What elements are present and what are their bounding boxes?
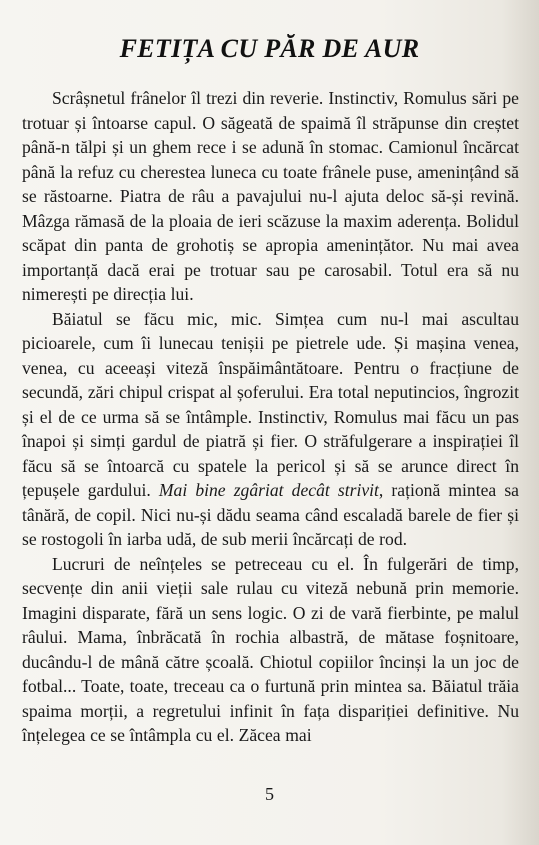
chapter-title: FETIȚA CU PĂR DE AUR <box>119 34 420 63</box>
paragraph-2-before: Băiatul se făcu mic, mic. Simțea cum nu-l mai ascultau picioarele, cum îi lunecau tenișii pe pietrele ude. Și mașina venea, venea, cu aceeași viteză înspăimântătoare. Pentru o fracțiune de secundă, zări chipul crispat al șoferului. Era total neputincios, îngrozit și el de ce urma să se întâmple. Instinctiv, Romulus mai făcu un pas înapoi și simți gardul de piatră și fier. O străfulgerare a inspirației îl făcu să se întoarcă cu spatele la pericol și să se arunce direct în țepușele gardului. <box>22 308 519 500</box>
paragraph-2-italic: Mai bine zgâriat decât strivit <box>158 480 379 500</box>
paragraph-1: Scrâșnetul frânelor îl trezi din reverie. Instinctiv, Romulus sări pe trotuar și întoarse capul. O săgeată de spaimă îl străpunse din creștet până-n tălpi și un ghem rece i se adună în stomac. Camionul încărcat până la refuz cu cherestea luneca cu toate frânele puse, amenințând să se răstoarne. Piatra de râu a pavajului nu-l ajuta deloc să-și revină. Mâzga rămasă de la ploaia de ieri scăzuse la maxim aderența. Bolidul scăpat din panta de grohotiș se apropia amenințător. Nu mai avea importanță dacă erai pe trotuar sau pe carosabil. Totul era să nu nimerești pe direcția lui. <box>22 88 519 304</box>
page-number: 5 <box>265 784 274 804</box>
chapter-text <box>22 86 519 748</box>
paragraph-2 <box>22 307 519 552</box>
paragraph-3: Lucruri de neînțeles se petreceau cu el. În fulgerări de timp, secvențe din anii vieții sale rulau cu viteză nebună prin memorie. Imagini disparate, fără un sens logic. O zi de vară fierbinte, pe malul râului. Mama, înbrăcată în rochia albastră, de mătase foșnitoare, ducându-l de mână către școală. Chiotul copiilor încinși la un joc de fotbal... Toate, toate, treceau ca o furtună prin mintea sa. Băiatul trăia spaima morții, a regretului infinit în fața dispariției definitive. Nu înțelegea ce se întâmpla cu el. Zăcea mai <box>22 553 519 745</box>
paragraph-2-after: , raționă mintea sa tânără, de copil. Nici nu-și dădu seama când escaladă barele de fier și se rostogoli în iarba udă, de sub merii încărcați de rod. <box>22 480 519 549</box>
